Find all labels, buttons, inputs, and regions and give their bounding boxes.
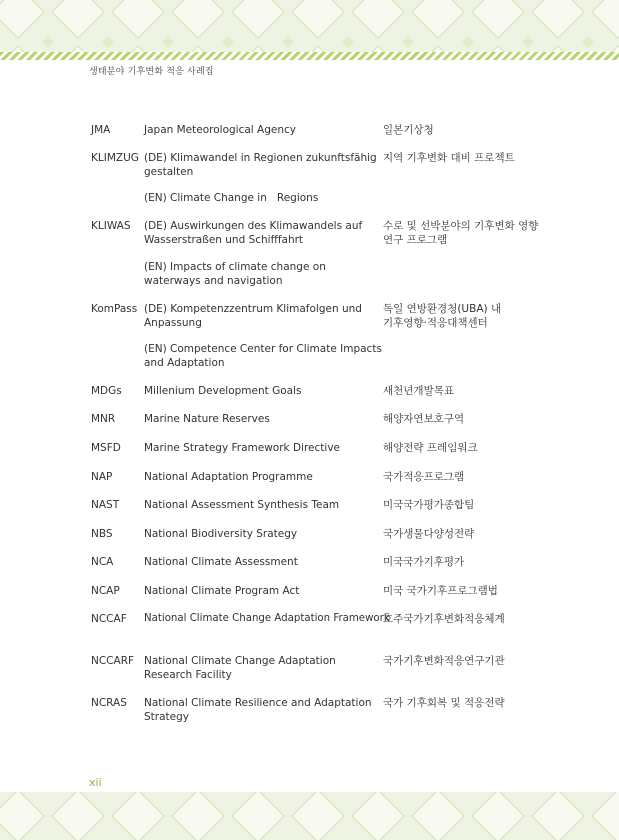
korean-term: 독일 연방환경청(UBA) 내 기후영향·적응대책센터: [383, 303, 502, 329]
abbreviation: NCCARF: [91, 655, 135, 667]
abbreviation: MNR: [91, 413, 116, 425]
abbreviation: NCA: [91, 556, 114, 568]
english-term: Marine Strategy Framework Directive: [144, 442, 340, 454]
english-term: National Assessment Synthesis Team: [144, 499, 340, 511]
english-term: (EN) Climate Change in Regions: [144, 192, 319, 204]
korean-term: 국가생물다양성전략: [383, 528, 475, 540]
korean-term: 해양전략 프레임워크: [383, 442, 478, 454]
abbreviation: NCRAS: [91, 697, 127, 709]
abbreviation: KLIWAS: [91, 220, 131, 232]
abbreviation: KomPass: [91, 303, 138, 315]
english-term: National Biodiversity Srategy: [144, 528, 298, 540]
english-term: (EN) Impacts of climate change on waterways and navigation: [144, 261, 326, 287]
korean-term: 지역 기후변화 대비 프로젝트: [383, 152, 515, 164]
running-title: 생태분야 기후변화 적응 사례집: [89, 67, 214, 77]
korean-term: 미국국가평가종합팀: [383, 499, 475, 511]
korean-term: 미국국가기후평가: [383, 556, 465, 568]
header-stripe: [0, 52, 619, 60]
english-term: National Climate Resilience and Adaptation Strategy: [144, 697, 372, 723]
english-term: (DE) Klimawandel in Regionen zukunftsfähig gestalten: [144, 152, 377, 178]
abbreviation: MSFD: [91, 442, 121, 454]
english-term: Marine Nature Reserves: [144, 413, 270, 425]
korean-term: 미국 국가기후프로그램법: [383, 585, 498, 597]
english-term: National Climate Change Adaptation Research Facility: [144, 655, 336, 681]
korean-term: 국가기후변화적응연구기관: [383, 655, 505, 667]
english-term: National Climate Assessment: [144, 556, 298, 568]
header-pattern-band: [0, 0, 619, 52]
abbreviation: NCAP: [91, 585, 120, 597]
diamond-pattern: [0, 0, 619, 52]
abbreviation: KLIMZUG: [91, 152, 139, 164]
korean-term: 해양자연보호구역: [383, 413, 465, 425]
english-term: Millenium Development Goals: [144, 385, 302, 397]
abbreviation: JMA: [91, 124, 111, 136]
abbreviation: NBS: [91, 528, 113, 540]
english-term: Japan Meteorological Agency: [144, 124, 296, 136]
korean-term: 국가 기후회복 및 적응전략: [383, 697, 505, 709]
footer-pattern-band: [0, 792, 619, 840]
english-term: National Adaptation Programme: [144, 471, 313, 483]
english-term: National Climate Change Adaptation Framework: [144, 613, 390, 624]
korean-term: 새천년개발목표: [383, 385, 455, 397]
abbreviation: NAST: [91, 499, 120, 511]
english-term: (EN) Competence Center for Climate Impacts and Adaptation: [144, 343, 382, 369]
korean-term: 일본기상청: [383, 124, 434, 136]
abbreviation: MDGs: [91, 385, 122, 397]
diamond-pattern: [0, 792, 619, 840]
abbreviation: NAP: [91, 471, 113, 483]
korean-term: 국가적응프로그램: [383, 471, 465, 483]
english-term: (DE) Kompetenzzentrum Klimafolgen und Anpassung: [144, 303, 362, 329]
korean-term: 호주국가기후변화적응체계: [383, 613, 505, 625]
page-number: xii: [89, 776, 102, 789]
abbreviation: NCCAF: [91, 613, 127, 625]
korean-term: 수로 및 선박분야의 기후변화 영향 연구 프로그램: [383, 220, 539, 246]
english-term: National Climate Program Act: [144, 585, 300, 597]
english-term: (DE) Auswirkungen des Klimawandels auf Wasserstraßen und Schifffahrt: [144, 220, 363, 246]
